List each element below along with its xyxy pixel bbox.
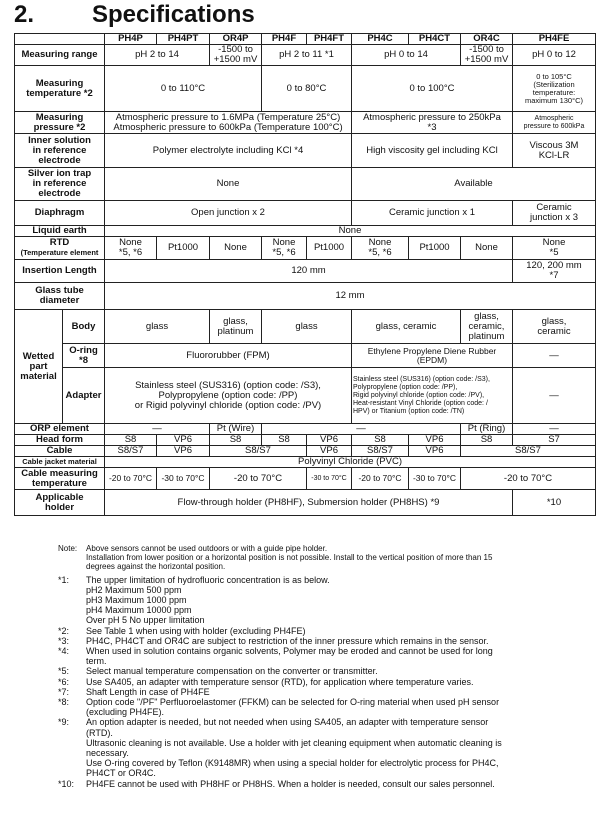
cell: glass [262,310,352,344]
cell: VP6 [307,435,352,446]
footnote [58,697,598,717]
row-sublabel: Body [63,310,105,344]
applicable-holder-row [15,490,596,516]
footnote-text: PH4FE cannot be used with PH8HF or PH8HS. When a holder is needed, consult our sales personnel. [86,778,495,789]
cell: Pt1000 [409,237,461,260]
footnote [58,677,598,687]
cell: 0 to 80°C [262,66,352,112]
section-header [0,0,609,30]
footnote-text: An option adapter is needed, but not needed when using SA405, an adapter with temperature sensor (RTD). Ultrasonic cleaning is not available. Use a holder with jet cleaning equipment when automatic cleaning is necessary. Use O-ring covered by Teflon (K9148MR) when using a special holder for electrolytic process for PH4C, PH4CT or OR4C. [86,717,502,779]
row-label: Liquid earth [15,226,105,237]
cell: Pt (Ring) [461,424,513,435]
inner-solution-row [15,134,596,168]
cell: Flow-through holder (PH8HF), Submersion holder (PH8HS) *9 [105,490,513,516]
footnote-key: *7: [58,686,70,697]
cable-temperature-row [15,468,596,490]
row-label: Measuring temperature *2 [15,66,105,112]
cell: Polyvinyl Chloride (PVC) [105,457,596,468]
cell: Viscous 3M KCl-LR [513,134,596,168]
cell: Pt1000 [307,237,352,260]
cell: S8/S7 [352,446,409,457]
cell: -1500 to +1500 mV [461,45,513,66]
footnote-key: *8: [58,697,70,708]
footnote-text: Shaft Length in case of PH4FE [86,686,210,697]
cable-jacket-row [15,457,596,468]
row-label [15,237,105,260]
silver-ion-trap-row [15,168,596,201]
footnote [58,636,598,646]
col-header: PH4C [352,34,409,45]
cell: glass, platinum [210,310,262,344]
measuring-pressure-row [15,112,596,134]
liquid-earth-row [15,226,596,237]
cell: 0 to 110°C [105,66,262,112]
cell: -1500 to +1500 mV [210,45,262,66]
cell: None *5, *6 [262,237,307,260]
row-label: Measuring range [15,45,105,66]
row-label: Insertion Length [15,260,105,283]
wetted-adapter-row [15,368,596,424]
cell: None [105,168,352,201]
footnote-text: See Table 1 when using with holder (excluding PH4FE) [86,625,306,636]
rtd-label: RTD [49,237,70,248]
notes-section [58,544,598,789]
col-header: OR4P [210,34,262,45]
row-label: Applicable holder [15,490,105,516]
cell: glass, ceramic [352,310,461,344]
cell: Atmospheric pressure to 250kPa *3 [352,112,513,134]
cell: — [105,424,210,435]
cell: -20 to 70°C [210,468,307,490]
cell: None *5, *6 [105,237,157,260]
wetted-body-row [15,310,596,344]
row-label: Cable [15,446,105,457]
cell: Ceramic junction x 1 [352,201,513,226]
cell: — [513,344,596,368]
cell: S8 [105,435,157,446]
footnote-key: *1: [58,574,70,585]
cell: Stainless steel (SUS316) (option code: /S3), Polypropylene (option code: /PP) or Rigid polyvinyl chloride (option code: /PV) [105,368,352,424]
footnote-text: The upper limitation of hydrofluoric concentration is as below. pH2 Maximum 500 ppm pH3 Maximum 1000 ppm pH4 Maximum 10000 ppm Over pH 5 No upper limitation [86,574,330,626]
cell: Pt (Wire) [210,424,262,435]
cell: -20 to 70°C [105,468,157,490]
cell: None [461,237,513,260]
section-title: Specifications [92,1,255,28]
section-number: 2. [14,1,35,28]
footnote-key: *10: [58,778,75,789]
specifications-table [14,33,596,516]
cell: Fluororubber (FPM) [105,344,352,368]
rtd-row [15,237,596,260]
cell: *10 [513,490,596,516]
row-sublabel: O-ring *8 [63,344,105,368]
row-label: Head form [15,435,105,446]
cell: S8/S7 [461,446,596,457]
col-header: PH4F [262,34,307,45]
note-text: Above sensors cannot be used outdoors or with a guide pipe holder. Installation from lower position or a horizontal position is not possible. Install to the vertical position of more than 15 degrees against the horizontal position. [86,544,493,572]
cell: None [105,226,596,237]
cell: pH 2 to 14 [105,45,210,66]
cell: Atmospheric pressure to 600kPa [513,112,596,134]
orp-element-row [15,424,596,435]
cell: -20 to 70°C [352,468,409,490]
row-label: Measuring pressure *2 [15,112,105,134]
cell: glass, ceramic, platinum [461,310,513,344]
cell: VP6 [409,446,461,457]
cell: Open junction x 2 [105,201,352,226]
cell: Pt1000 [157,237,210,260]
cell: pH 0 to 14 [352,45,461,66]
cell: — [513,368,596,424]
cell: VP6 [157,446,210,457]
header-blank [15,34,105,45]
footnote [58,779,598,789]
cell: S8 [352,435,409,446]
cell: None [210,237,262,260]
header-row [15,34,596,45]
cell: VP6 [157,435,210,446]
col-header: OR4C [461,34,513,45]
cell: — [262,424,461,435]
cell: pH 2 to 11 *1 [262,45,352,66]
cell: -30 to 70°C [409,468,461,490]
col-header: PH4P [105,34,157,45]
cell: 12 mm [105,283,596,310]
footnote [58,717,598,778]
cell: VP6 [307,446,352,457]
cell: Atmospheric pressure to 1.6MPa (Temperature 25°C) Atmospheric pressure to 600kPa (Temperature 100°C) [105,112,352,134]
cell: S7 [513,435,596,446]
footnote-key: *3: [58,635,70,646]
diaphragm-row [15,201,596,226]
cell: S8 [262,435,307,446]
measuring-range-row [15,45,596,66]
footnote-text: Option code "/PF" Perfluoroelastomer (FFKM) can be selected for O-ring material when used pH sensor (excluding PH4FE). [86,697,500,718]
footnote-key: *2: [58,625,70,636]
cell: 0 to 105°C (Sterilization temperature: maximum 130°C) [513,66,596,112]
cell: S8/S7 [210,446,307,457]
footnote-text: Use SA405, an adapter with temperature sensor (RTD), for application where temperature varies. [86,676,474,687]
insertion-length-row [15,260,596,283]
cell: S8 [210,435,262,446]
rtd-sublabel: (Temperature element [20,248,99,257]
cell: -30 to 70°C [307,468,352,490]
note-main [58,544,598,572]
glass-tube-row [15,283,596,310]
col-header: PH4PT [157,34,210,45]
wetted-oring-row [15,344,596,368]
cell: S8/S7 [105,446,157,457]
footnote-key: *4: [58,646,70,657]
wetted-label: Wetted part material [15,310,63,424]
cell: -30 to 70°C [157,468,210,490]
cell: None *5 [513,237,596,260]
row-label: Diaphragm [15,201,105,226]
cell: High viscosity gel including KCl [352,134,513,168]
col-header: PH4FT [307,34,352,45]
cell: S8 [461,435,513,446]
cell: Ethylene Propylene Diene Rubber (EPDM) [352,344,513,368]
footnote-text: Select manual temperature compensation on the converter or transmitter. [86,666,378,677]
row-label: ORP element [15,424,105,435]
footnote-key: *6: [58,676,70,687]
cell: -20 to 70°C [461,468,596,490]
footnote [58,687,598,697]
measuring-temperature-row [15,66,596,112]
footnote-key: *9: [58,717,70,728]
cell: 120 mm [105,260,513,283]
cell: pH 0 to 12 [513,45,596,66]
row-label: Inner solution in reference electrode [15,134,105,168]
cell: Stainless steel (SUS316) (option code: /S3), Polypropylene (option code: /PP), Rigid polyvinyl chloride (option code: /PV), Heat-resistant Vinyl Chloride (option code: / HPV) or Titanium (option code: /TN) [352,368,513,424]
cell: glass, ceramic [513,310,596,344]
head-form-row [15,435,596,446]
footnote [58,666,598,676]
cell: — [513,424,596,435]
footnote-text: PH4C, PH4CT and OR4C are subject to restriction of the inner pressure which remains in the sensor. [86,635,489,646]
footnote-text: When used in solution contains organic solvents, Polymer may be eroded and cannot be used for long term. [86,646,493,667]
cell: 0 to 100°C [352,66,513,112]
footnote-key: *5: [58,666,70,677]
cell: None *5, *6 [352,237,409,260]
cell: Ceramic junction x 3 [513,201,596,226]
cell: VP6 [409,435,461,446]
footnote [58,646,598,666]
row-label: Silver ion trap in reference electrode [15,168,105,201]
footnote [58,575,598,626]
cell: Available [352,168,596,201]
row-label: Glass tube diameter [15,283,105,310]
note-key: Note: [58,544,78,553]
col-header: PH4FE [513,34,596,45]
cell: glass [105,310,210,344]
cable-row [15,446,596,457]
footnote [58,626,598,636]
cell: 120, 200 mm *7 [513,260,596,283]
row-label: Cable measuring temperature [15,468,105,490]
col-header: PH4CT [409,34,461,45]
row-sublabel: Adapter [63,368,105,424]
row-label: Cable jacket material [15,457,105,468]
cell: Polymer electrolyte including KCl *4 [105,134,352,168]
